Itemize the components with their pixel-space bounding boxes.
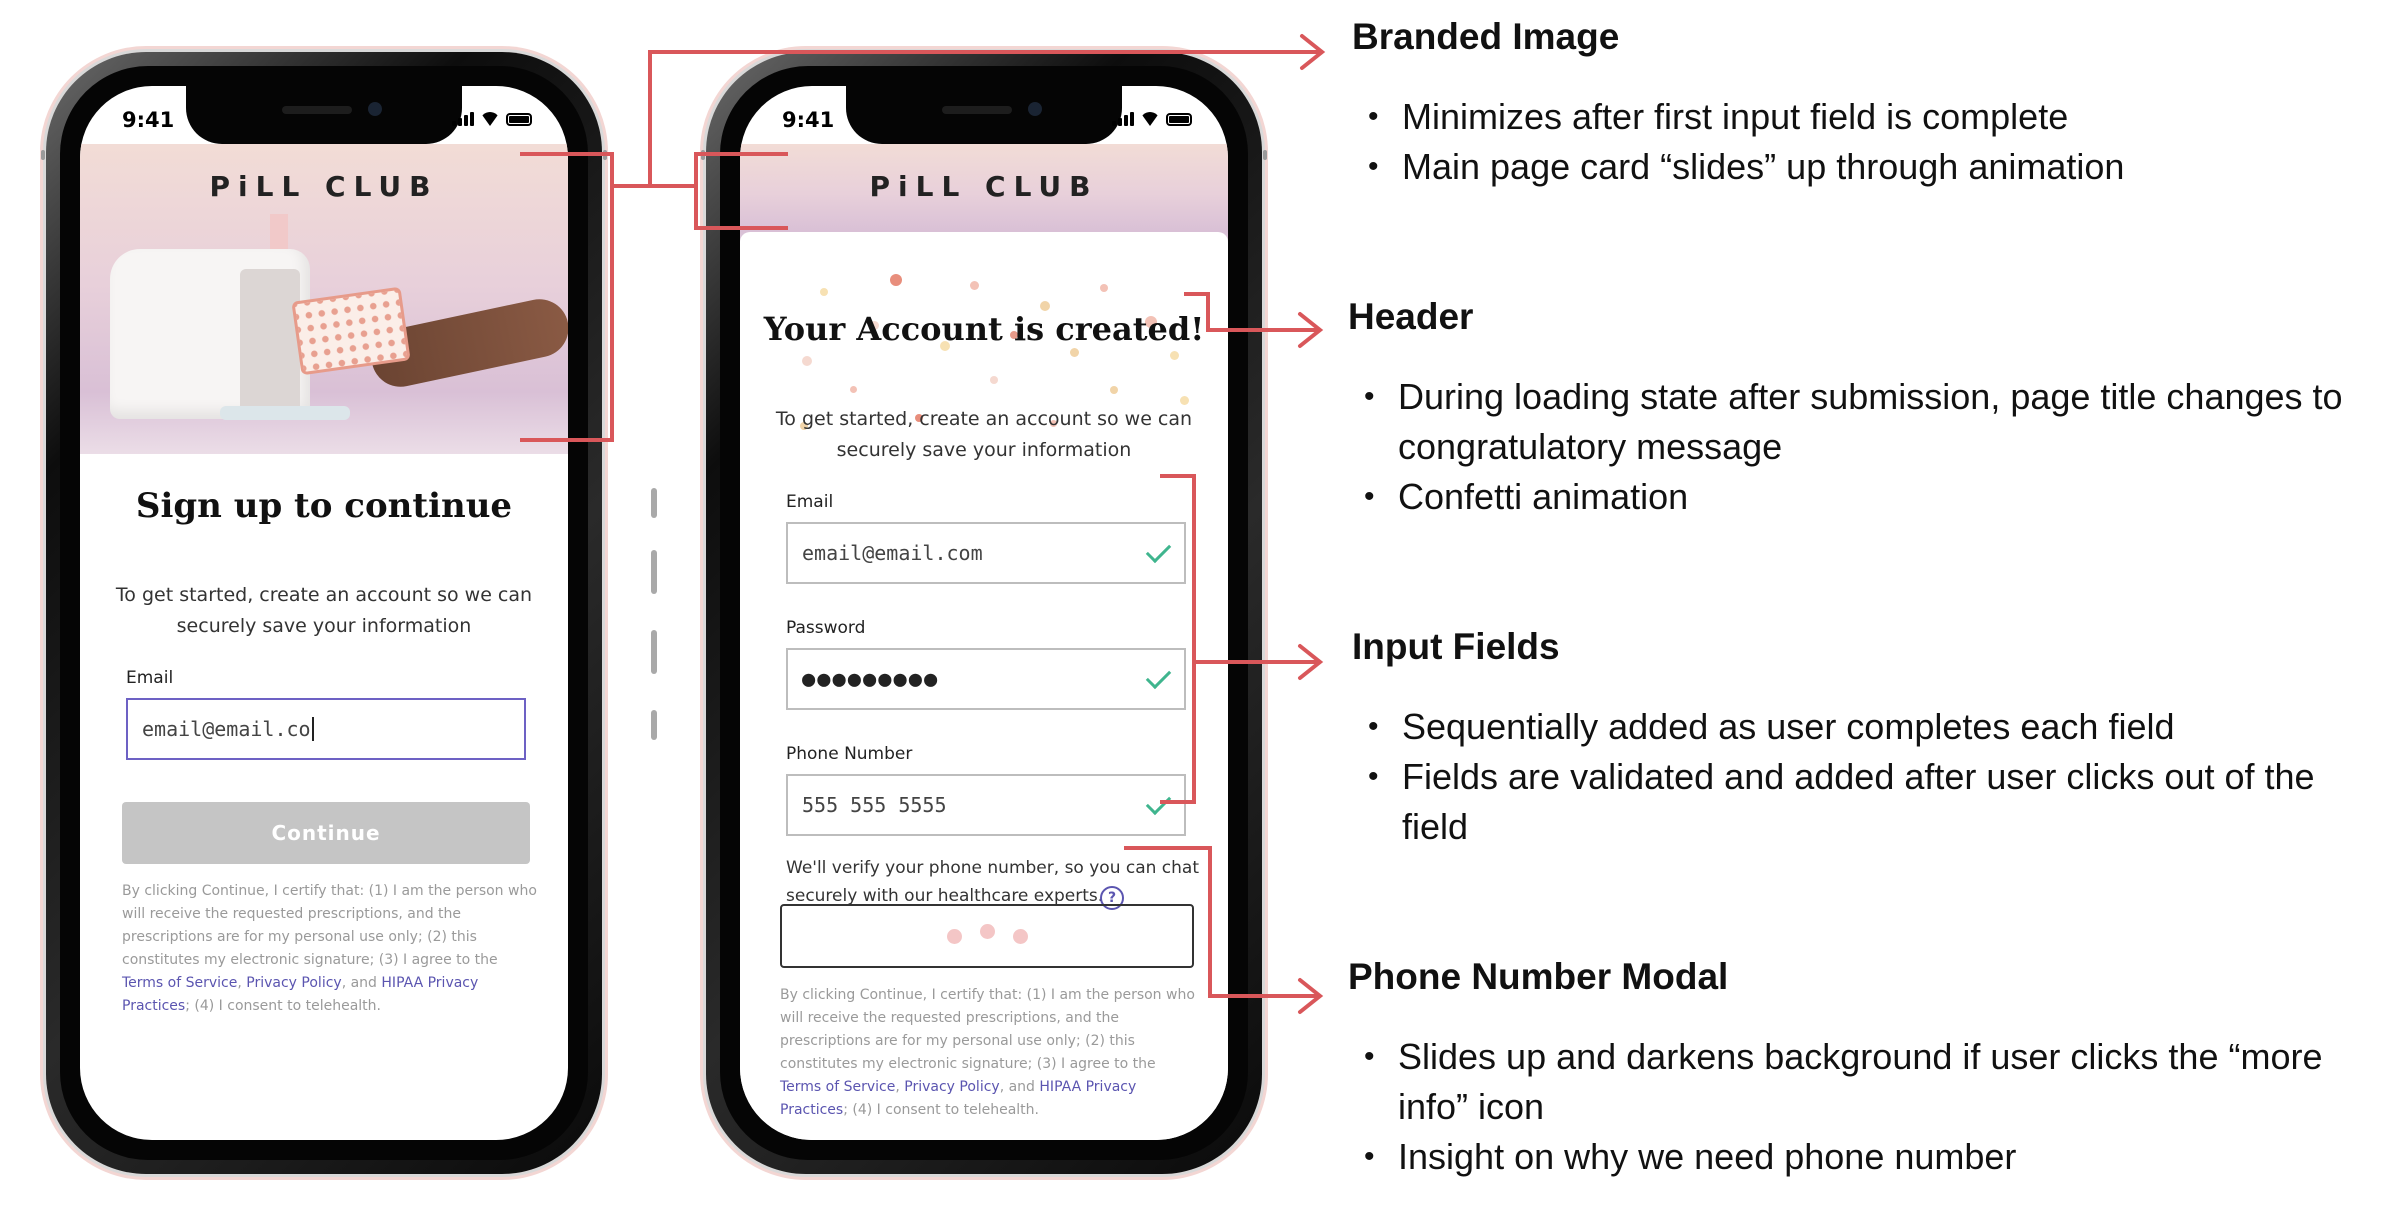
legal-punct: , [237, 975, 242, 991]
branded-image [80, 144, 568, 454]
legal-text [780, 984, 1200, 1122]
terms-link[interactable]: Terms of Service [122, 975, 238, 991]
intro-line: To get started, create an account so we can [115, 584, 533, 606]
side-button [1263, 150, 1267, 160]
email-label: Email [786, 492, 834, 512]
legal-punct: , [895, 1079, 900, 1095]
separator-dash [651, 710, 657, 740]
privacy-link[interactable]: Privacy Policy [246, 975, 342, 991]
arrow-icon [1300, 314, 1320, 346]
email-input[interactable] [126, 698, 526, 760]
wifi-icon [480, 112, 500, 126]
notch [186, 86, 462, 144]
continue-button[interactable]: Continue [122, 802, 530, 864]
password-value: ●●●●●●●●● [802, 666, 940, 692]
legal-line: will receive the requested prescriptions, and the [780, 1010, 1120, 1026]
phone-input[interactable] [786, 774, 1186, 836]
page-title: Your Account is created! [763, 310, 1205, 348]
annotation-bullet: • During loading state after submission, page title changes to congratulatory message [1364, 372, 2344, 472]
annotation-list-phone-modal [1364, 1032, 2374, 1182]
legal-and: , and [999, 1079, 1035, 1095]
legal-text [122, 880, 542, 1018]
legal-and: , and [341, 975, 377, 991]
arrow-icon [1302, 36, 1322, 68]
intro-text [760, 404, 1208, 466]
side-button [701, 150, 705, 160]
annotation-list-input-fields [1368, 702, 2388, 852]
hipaa-link[interactable]: HIPAA Privacy [1039, 1079, 1137, 1095]
logo: PiLL CLUB [869, 170, 1099, 203]
email-label: Email [126, 668, 174, 688]
intro-line: securely save your information [176, 615, 472, 637]
annotation-bullet: • Main page card “slides” up through animation [1368, 142, 2368, 192]
battery-icon [1166, 113, 1192, 126]
intro-line: To get started, create an account so we can [775, 408, 1193, 430]
notch [846, 86, 1122, 144]
separator-dash [651, 550, 657, 594]
mailbox-base-image [220, 406, 350, 420]
legal-consent: ; (4) I consent to telehealth. [185, 998, 381, 1014]
annotation-list-branded-image [1368, 92, 2368, 192]
mailbox-flag-image [270, 214, 288, 254]
arrow-icon [1300, 646, 1320, 678]
logo: PiLL CLUB [209, 170, 439, 203]
continue-button-loading[interactable] [780, 904, 1194, 968]
intro-text [100, 580, 548, 642]
status-time: 9:41 [122, 108, 175, 132]
arrow-icon [1300, 980, 1320, 1012]
phone-screen [740, 86, 1228, 1140]
hipaa-link-cont[interactable]: Practices [780, 1102, 844, 1118]
annotation-title-branded-image: Branded Image [1352, 16, 1620, 57]
check-icon [1146, 664, 1171, 689]
email-input[interactable] [786, 522, 1186, 584]
annotation-bullet: • Sequentially added as user completes each field [1368, 702, 2388, 752]
pill-pack-image [291, 287, 410, 376]
wifi-icon [1140, 112, 1160, 126]
check-icon [1146, 538, 1171, 563]
separator-dash [651, 630, 657, 674]
phone-screen [80, 86, 568, 1140]
loading-dot [980, 924, 995, 939]
help-icon[interactable]: ? [1100, 886, 1124, 910]
signal-icon [452, 112, 474, 126]
legal-line: constitutes my electronic signature; (3) I agree to the [122, 952, 498, 968]
phone-value: 555 555 5555 [802, 793, 947, 817]
check-icon [1146, 790, 1171, 815]
legal-consent: ; (4) I consent to telehealth. [843, 1102, 1039, 1118]
side-button [603, 150, 607, 160]
phone-frame-created [706, 52, 1262, 1174]
password-input[interactable] [786, 648, 1186, 710]
battery-icon [506, 113, 532, 126]
password-label: Password [786, 618, 866, 638]
annotation-title-phone-modal: Phone Number Modal [1348, 956, 1729, 997]
legal-line: prescriptions are for my personal use only; (2) this [122, 929, 477, 945]
loading-dot [1013, 929, 1028, 944]
phone-frame-signup [46, 52, 602, 1174]
annotation-bullet: • Confetti animation [1364, 472, 2344, 522]
hipaa-link[interactable]: HIPAA Privacy [381, 975, 479, 991]
hipaa-link-cont[interactable]: Practices [122, 998, 186, 1014]
legal-line: By clicking Continue, I certify that: (1) I am the person who [122, 883, 537, 899]
phone-note [786, 854, 1206, 910]
phone-note-line: securely with our healthcare experts. [786, 886, 1104, 906]
annotation-list-header [1364, 372, 2344, 522]
annotation-title-header: Header [1348, 296, 1474, 337]
mailbox-door-image [240, 269, 300, 419]
phone-label: Phone Number [786, 744, 913, 764]
intro-line: securely save your information [836, 439, 1132, 461]
separator-dash [651, 488, 657, 518]
status-icons [452, 112, 532, 126]
terms-link[interactable]: Terms of Service [780, 1079, 896, 1095]
annotation-title-input-fields: Input Fields [1352, 626, 1560, 667]
annotation-bullet: • Fields are validated and added after user clicks out of the field [1368, 752, 2388, 852]
page-title: Sign up to continue [135, 486, 513, 526]
loading-dot [947, 929, 962, 944]
legal-line: By clicking Continue, I certify that: (1) I am the person who [780, 987, 1195, 1003]
legal-line: prescriptions are for my personal use only; (2) this [780, 1033, 1135, 1049]
phone-note-line: We'll verify your phone number, so you can chat [786, 858, 1200, 878]
legal-line: constitutes my electronic signature; (3) I agree to the [780, 1056, 1156, 1072]
status-time: 9:41 [782, 108, 835, 132]
signal-icon [1112, 112, 1134, 126]
annotation-bullet: • Slides up and darkens background if user clicks the “more info” icon [1364, 1032, 2374, 1132]
annotation-bullet: • Minimizes after first input field is complete [1368, 92, 2368, 142]
annotation-bullet: • Insight on why we need phone number [1364, 1132, 2374, 1182]
email-value: email@email.co [142, 717, 311, 741]
side-button [41, 150, 45, 160]
status-icons [1112, 112, 1192, 126]
text-cursor [312, 717, 314, 741]
privacy-link[interactable]: Privacy Policy [904, 1079, 1000, 1095]
email-value: email@email.com [802, 541, 983, 565]
legal-line: will receive the requested prescriptions, and the [122, 906, 462, 922]
